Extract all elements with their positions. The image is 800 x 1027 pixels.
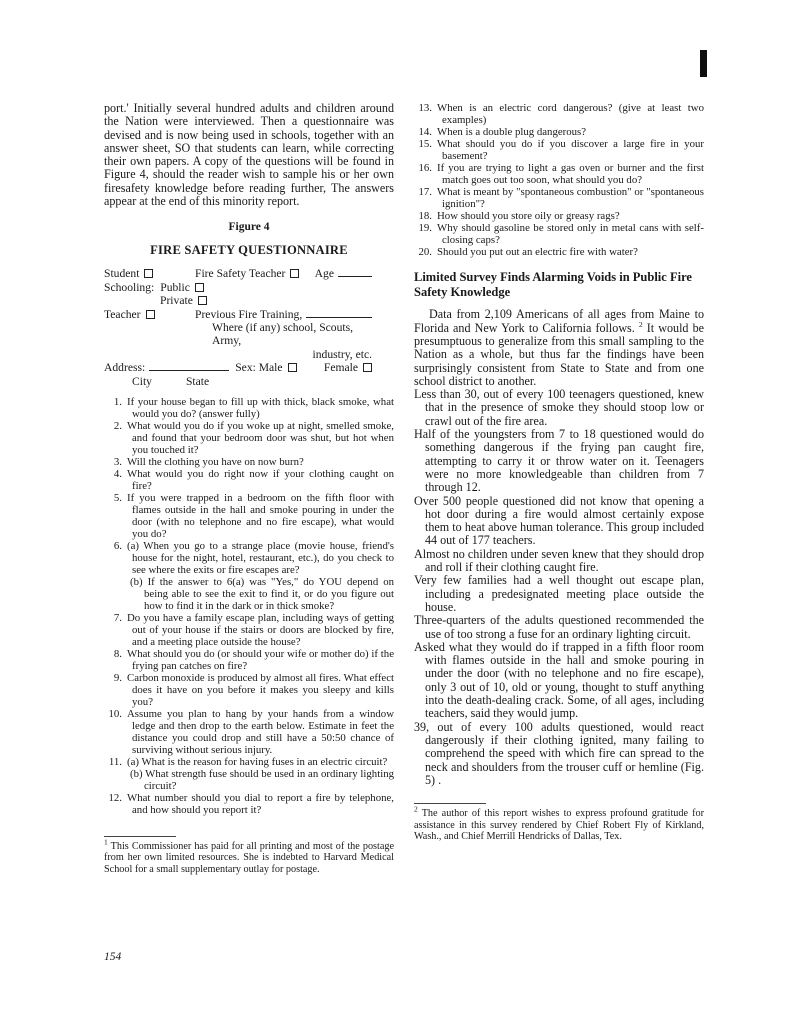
question-item [104,672,394,708]
survey-paragraph [414,641,704,721]
question-text: What should you do (or should your wife or mother do) if the frying pan catches on fire? [127,648,394,673]
public-label: Public [160,280,190,294]
survey-section-heading: Limited Survey Finds Alarming Voids in Public Fire Safety Knowledge [414,270,692,300]
student-field [104,267,195,280]
question-item [104,492,394,540]
scan-artifact [700,50,707,77]
question-item [104,612,394,648]
question-number: 9. [113,672,122,685]
survey-paragraph-text: Less than 30, out of every 100 teenagers questioned, knew that in the presence of smoke they should stoop low or crawl out of the fire area. [414,387,704,428]
form-row-student [104,267,372,280]
survey-paragraph-text: Three-quarters of the adults questioned recommended the use of too strong a fuse for an ordinary lighting circuit. [414,613,704,641]
female-field [324,361,372,374]
question-item [104,420,394,456]
female-checkbox [363,363,372,372]
where-hint-line2: industry, etc. [312,347,372,361]
question-item [414,126,704,138]
student-label: Student [104,267,140,281]
question-number: 6. [113,540,122,553]
address-label: Address: [104,361,146,375]
question-text: Assume you plan to hang by your hands from a window ledge and then drop to the earth below. Estimate in feet the distance you could drop and still have a 50:50 chance of surviving without serious injury. [127,708,394,757]
survey-paragraph [414,721,704,787]
question-text: What is meant by "spontaneous combustion" or "spontaneous ignition"? [437,186,704,210]
questions-13-20 [414,102,704,258]
question-text: When is an electric cord dangerous? (give at least two examples) [437,102,704,126]
question-number: 12. [108,792,122,805]
question-number: 19. [418,222,432,234]
question-text: What would you do right now if your clothing caught on fire? [127,468,394,493]
private-label: Private [160,294,193,308]
question-text: If you were trapped in a bedroom on the fifth floor with flames outside in the hall and smoke pouring in under the door (with no telephone and no fire escape), what would you do? [127,492,394,541]
male-checkbox [288,363,297,372]
teacher-checkbox [146,310,155,319]
schooling-label: Schooling: [104,280,155,294]
question-text: If you are trying to light a gas oven or burner and the first match goes out too soon, what should you do? [437,162,704,186]
form-row-where-1 [104,321,372,348]
footnote-2-text: The author of this report wishes to express profound gratitude for assistance in this survey rendered by Chief Robert Fly of Kirkland, Wash., and Chief Merrill Hendricks of Dallas, Tex. [414,808,704,842]
question-number: 13. [418,102,432,114]
question-text: What would you do if you woke up at night, smelled smoke, and found that your bedroom door was shut, but hot when you touched it? [127,420,394,457]
question-text: (a) When you go to a strange place (movie house, friend's house for the night, hotel, restaurant, etc.), do you check to see where the exits or fire escapes are? [127,540,394,577]
form-row-schooling [104,281,372,294]
question-item [414,186,704,210]
previous-training-field [195,308,372,321]
lead-text-before: Data from 2,109 Americans of all ages from Maine to Florida and New York to California follows. [414,307,704,335]
question-number: 17. [418,186,432,198]
survey-paragraph-text: Almost no children under seven knew that they should drop and roll if their clothing caught fire. [414,546,704,575]
question-text: What number should you dial to report a fire by telephone, and how should you report it? [127,792,394,817]
question-item [104,768,394,792]
sex-male-field [235,361,296,374]
female-label: Female [323,361,358,375]
teacher-field [104,308,195,321]
footnote-2 [414,803,704,842]
questionnaire-form [104,267,372,388]
teacher-label: Teacher [104,307,141,321]
lead-text-after: It would be presumptuous to generalize from this small sampling to the Nation as a whole, but thus far the findings have been surprisingly consistent from State to State and from one school district to another. [414,320,704,388]
question-number: 18. [418,210,432,222]
question-number: 4. [113,468,122,481]
intro-paragraph: port.' Initially several hundred adults and children around the Nation were interviewed. Then a questionnaire was devised and is now being used in schools, together with an answer sheet, SO that students can learn, while correcting their own papers. A copy of the questions will be found in Figure 4, should the reader wish to sample his or her own firesafety knowledge before reading further, The answers appear at the end of this minority report. [104,101,394,209]
survey-paragraph-text: Very few families had a well thought out escape plan, including a predesignated meeting place outside the house. [414,573,704,614]
survey-paragraph-text: Over 500 people questioned did not know that opening a hot door during a fire would almost certainly expose them to heat above human tolerance. This group included 44 out of 177 teachers. [414,493,704,548]
question-item [104,468,394,492]
question-number: 2. [113,420,122,433]
question-item [104,792,394,816]
question-item [104,540,394,576]
previous-training-label: Previous Fire Training, [195,307,303,321]
survey-paragraph [414,495,704,548]
question-item [414,210,704,222]
question-text: (b) If the answer to 6(a) was "Yes," do YOU depend on being able to see the exit to find it, or do you figure out how to find it in the dark or in thick smoke? [130,576,394,613]
footnote-1-text: This Commissioner has paid for all printing and most of the postage from her own limited resources. She is indebted to Harvard Medical School for a small supplementary outlay for postage. [104,841,394,875]
survey-paragraph [414,574,704,614]
question-text: Will the clothing you have on now burn? [127,456,304,469]
form-row-city-state [132,375,372,388]
question-item [104,648,394,672]
survey-paragraph-text: Half of the youngsters from 7 to 18 questioned would do something dangerous if the frying pan caught fire, attempting to carry it or throw water on it. Teenagers were no more knowledgeable than children from 7 through 12. [414,427,704,495]
private-field [160,294,207,307]
left-column [104,102,394,875]
question-item [414,222,704,246]
age-field [315,267,372,280]
survey-findings [414,388,704,787]
survey-paragraph-text: Asked what they would do if trapped in a fifth floor room with flames outside in the hall and smoke pouring in under the door (with no telephone and no fire escape), only 3 out of 10, old or young, thought to stuff anything into the death-dealing crack. Some, of all ages, including teachers, said they would jump. [414,639,704,721]
question-text: What should you do if you discover a large fire in your basement? [437,138,704,162]
city-label: City [132,374,152,388]
question-item [104,456,394,468]
question-number: 20. [418,246,432,258]
question-text: Should you put out an electric fire with water? [437,246,638,258]
question-item [104,396,394,420]
form-row-private [104,294,372,307]
address-blank-line [149,361,229,371]
fire-safety-teacher-field [195,267,299,280]
survey-paragraph [414,428,704,494]
age-label: Age [314,267,334,281]
fire-safety-teacher-label: Fire Safety Teacher [195,267,286,281]
age-blank-line [338,267,372,277]
right-column [414,102,704,842]
question-number: 1. [113,396,122,409]
question-item [414,246,704,258]
question-text: (a) What is the reason for having fuses in an electric circuit? [127,756,388,769]
lead-paragraph [414,308,704,388]
student-checkbox [144,269,153,278]
question-number: 14. [418,126,432,138]
question-number: 15. [418,138,432,150]
question-text: If your house began to fill up with thick, black smoke, what would you do? (answer fully) [127,396,394,421]
footnote-1 [104,836,394,875]
question-number: 3. [113,456,122,469]
question-item [104,708,394,756]
state-label: State [185,374,210,388]
question-number: 10. [108,708,122,721]
question-text: (b) What strength fuse should be used in an ordinary lighting circuit? [130,768,394,793]
question-item [414,162,704,186]
previous-training-blank-line [306,308,372,318]
question-number: 11. [108,756,122,769]
question-number: 7. [113,612,122,625]
question-text: Why should gasoline be stored only in metal cans with self-closing caps? [437,222,704,246]
footnote-rule [414,803,486,804]
question-text: When is a double plug dangerous? [437,126,587,138]
question-item [414,102,704,126]
figure-title: FIRE SAFETY QUESTIONNAIRE [150,243,348,258]
figure-label: Figure 4 [228,221,270,234]
survey-paragraph [414,548,704,575]
page-number: 154 [104,951,122,963]
question-text: Carbon monoxide is produced by almost all fires. What effect does it have on you before it makes you sleepy and kills you? [127,672,394,709]
survey-paragraph-text: 39, out of every 100 adults questioned, would react dangerously if their clothing ignited, many failing to comprehend the speed with which fire can spread to the neck and shoulders from the trouser cuff or hemline (Fig. 5) . [414,719,704,787]
form-row-address [104,361,372,374]
question-item [414,138,704,162]
question-text: Do you have a family escape plan, including ways of getting out of your house if the stairs or doors are blocked by fire, and a meeting place outside the house? [127,612,394,649]
public-checkbox [195,283,204,292]
private-checkbox [198,296,207,305]
question-item [104,756,394,768]
sex-male-label: Sex: Male [235,361,283,375]
survey-paragraph [414,614,704,641]
where-hint-line1: Where (if any) school, Scouts, Army, [212,321,354,348]
question-number: 5. [113,492,122,505]
footnote-2-reference: 2 [638,319,643,329]
questions-1-12 [104,396,394,816]
question-number: 16. [418,162,432,174]
fire-safety-teacher-checkbox [290,269,299,278]
question-text: How should you store oily or greasy rags? [437,210,620,222]
footnote-1-marker: 1 [104,837,108,847]
form-row-teacher [104,308,372,321]
question-item [104,576,394,612]
footnote-rule [104,836,176,837]
public-field [160,281,204,294]
question-number: 8. [113,648,122,661]
survey-paragraph [414,388,704,428]
footnote-2-marker: 2 [414,804,418,814]
